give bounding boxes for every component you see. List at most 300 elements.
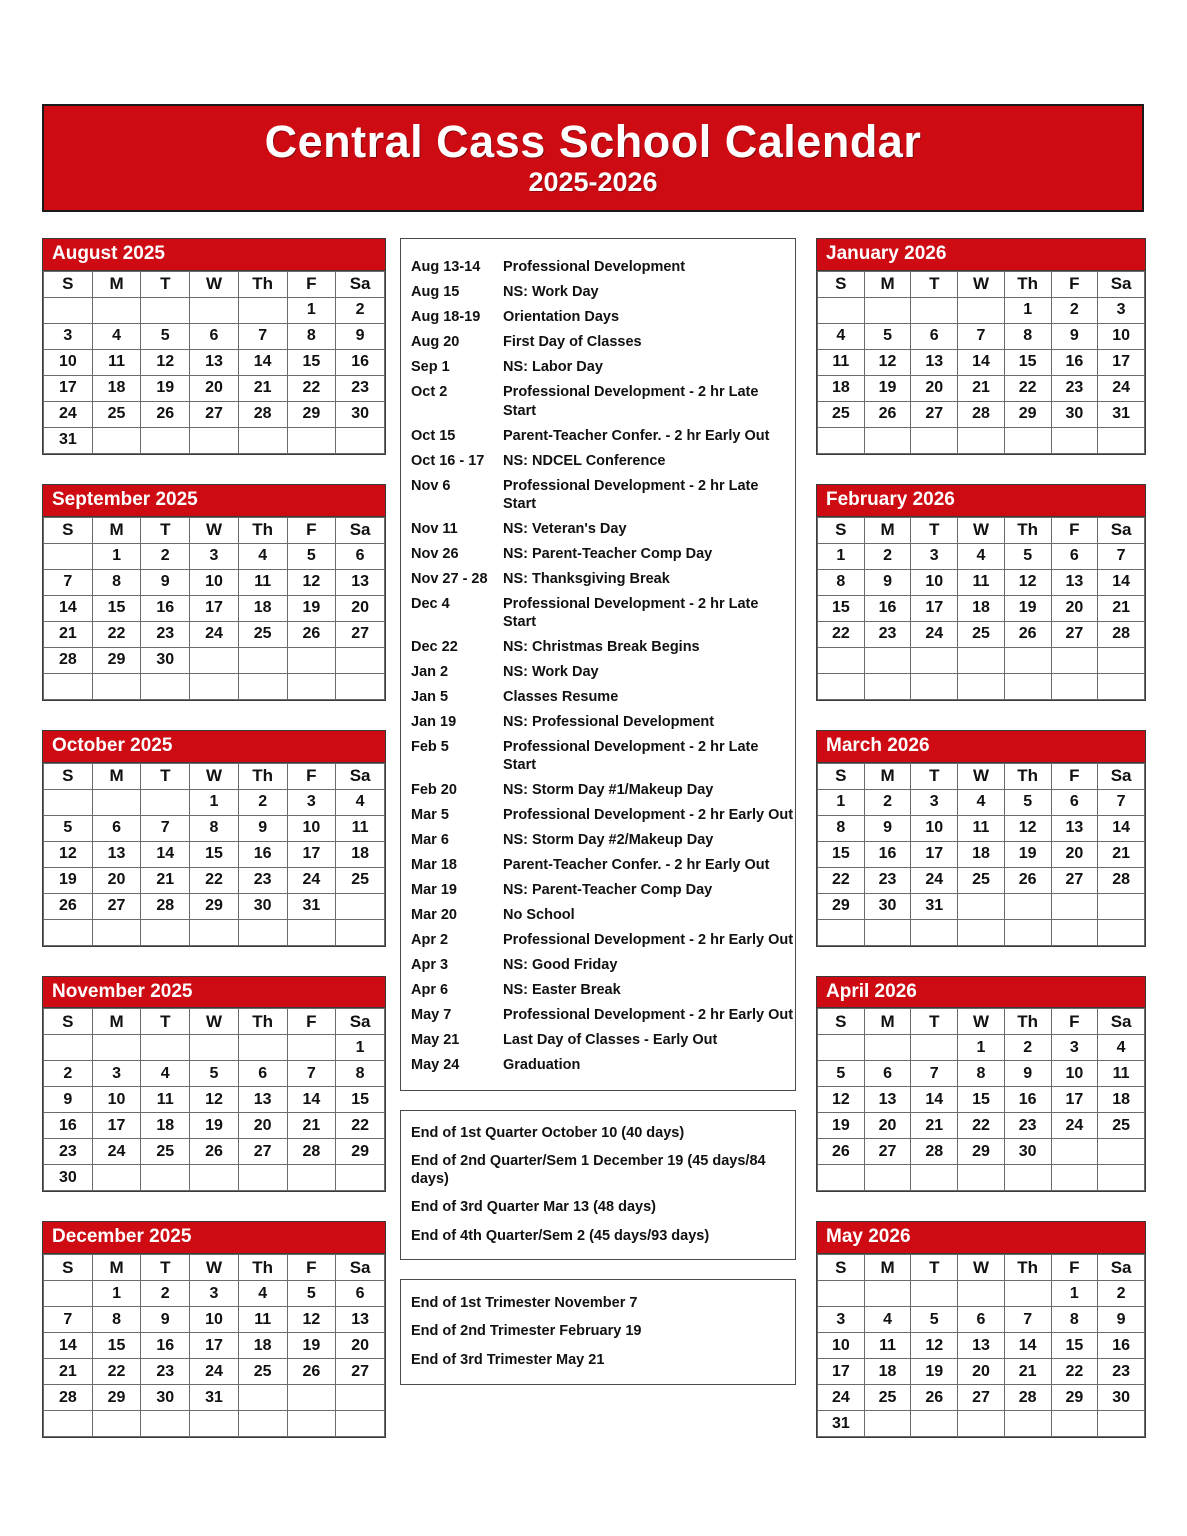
day-cell[interactable] — [44, 1385, 93, 1411]
day-cell[interactable] — [958, 1087, 1005, 1113]
day-cell[interactable] — [44, 349, 93, 375]
day-cell[interactable] — [92, 1359, 141, 1385]
day-cell[interactable] — [92, 401, 141, 427]
day-cell[interactable] — [911, 789, 958, 815]
day-cell[interactable] — [141, 1307, 190, 1333]
day-cell[interactable] — [1098, 867, 1145, 893]
day-cell[interactable] — [911, 1139, 958, 1165]
day-cell[interactable] — [911, 893, 958, 919]
day-cell[interactable] — [864, 1061, 911, 1087]
day-cell[interactable] — [44, 375, 93, 401]
day-cell[interactable] — [190, 789, 239, 815]
day-cell[interactable] — [190, 1281, 239, 1307]
day-cell[interactable] — [44, 1359, 93, 1385]
day-cell[interactable] — [864, 1139, 911, 1165]
day-cell[interactable] — [287, 1359, 336, 1385]
day-cell[interactable] — [818, 543, 865, 569]
day-cell[interactable] — [238, 841, 287, 867]
day-cell[interactable] — [1051, 1307, 1098, 1333]
day-cell[interactable] — [336, 1333, 385, 1359]
day-cell[interactable] — [92, 349, 141, 375]
day-cell[interactable] — [287, 543, 336, 569]
day-cell[interactable] — [238, 1087, 287, 1113]
day-cell[interactable] — [1098, 349, 1145, 375]
day-cell[interactable] — [190, 1333, 239, 1359]
day-cell[interactable] — [92, 841, 141, 867]
day-cell[interactable] — [287, 1113, 336, 1139]
day-cell[interactable] — [864, 867, 911, 893]
day-cell[interactable] — [818, 867, 865, 893]
day-cell[interactable] — [287, 1307, 336, 1333]
day-cell[interactable] — [44, 1113, 93, 1139]
day-cell[interactable] — [92, 1333, 141, 1359]
day-cell[interactable] — [911, 1087, 958, 1113]
day-cell[interactable] — [1098, 401, 1145, 427]
day-cell[interactable] — [190, 1385, 239, 1411]
day-cell[interactable] — [958, 1035, 1005, 1061]
day-cell[interactable] — [336, 1139, 385, 1165]
day-cell[interactable] — [864, 1087, 911, 1113]
day-cell[interactable] — [911, 815, 958, 841]
day-cell[interactable] — [818, 401, 865, 427]
day-cell[interactable] — [287, 841, 336, 867]
day-cell[interactable] — [287, 297, 336, 323]
day-cell[interactable] — [1004, 349, 1051, 375]
day-cell[interactable] — [958, 1385, 1005, 1411]
day-cell[interactable] — [1004, 1035, 1051, 1061]
day-cell[interactable] — [1098, 297, 1145, 323]
day-cell[interactable] — [44, 815, 93, 841]
day-cell[interactable] — [238, 1061, 287, 1087]
day-cell[interactable] — [818, 1385, 865, 1411]
day-cell[interactable] — [958, 1359, 1005, 1385]
day-cell[interactable] — [818, 815, 865, 841]
day-cell[interactable] — [1098, 1333, 1145, 1359]
day-cell[interactable] — [911, 401, 958, 427]
day-cell[interactable] — [911, 349, 958, 375]
day-cell[interactable] — [141, 841, 190, 867]
day-cell[interactable] — [336, 323, 385, 349]
day-cell[interactable] — [238, 595, 287, 621]
day-cell[interactable] — [141, 375, 190, 401]
day-cell[interactable] — [818, 1139, 865, 1165]
day-cell[interactable] — [92, 1087, 141, 1113]
day-cell[interactable] — [238, 543, 287, 569]
day-cell[interactable] — [818, 569, 865, 595]
day-cell[interactable] — [238, 323, 287, 349]
day-cell[interactable] — [818, 349, 865, 375]
day-cell[interactable] — [818, 1087, 865, 1113]
day-cell[interactable] — [287, 621, 336, 647]
day-cell[interactable] — [911, 841, 958, 867]
day-cell[interactable] — [818, 893, 865, 919]
day-cell[interactable] — [1051, 297, 1098, 323]
day-cell[interactable] — [141, 595, 190, 621]
day-cell[interactable] — [238, 1281, 287, 1307]
day-cell[interactable] — [44, 1061, 93, 1087]
day-cell[interactable] — [141, 1139, 190, 1165]
day-cell[interactable] — [336, 621, 385, 647]
day-cell[interactable] — [958, 841, 1005, 867]
day-cell[interactable] — [958, 375, 1005, 401]
day-cell[interactable] — [818, 595, 865, 621]
day-cell[interactable] — [141, 647, 190, 673]
day-cell[interactable] — [1098, 1307, 1145, 1333]
day-cell[interactable] — [44, 1087, 93, 1113]
day-cell[interactable] — [1051, 789, 1098, 815]
day-cell[interactable] — [958, 1307, 1005, 1333]
day-cell[interactable] — [864, 401, 911, 427]
day-cell[interactable] — [44, 427, 93, 453]
day-cell[interactable] — [911, 1307, 958, 1333]
day-cell[interactable] — [287, 789, 336, 815]
day-cell[interactable] — [44, 1165, 93, 1191]
day-cell[interactable] — [1004, 401, 1051, 427]
day-cell[interactable] — [958, 543, 1005, 569]
day-cell[interactable] — [1098, 1281, 1145, 1307]
day-cell[interactable] — [1098, 323, 1145, 349]
day-cell[interactable] — [190, 401, 239, 427]
day-cell[interactable] — [92, 543, 141, 569]
day-cell[interactable] — [141, 1087, 190, 1113]
day-cell[interactable] — [911, 1061, 958, 1087]
day-cell[interactable] — [1051, 349, 1098, 375]
day-cell[interactable] — [92, 1307, 141, 1333]
day-cell[interactable] — [911, 1385, 958, 1411]
day-cell[interactable] — [92, 815, 141, 841]
day-cell[interactable] — [1051, 867, 1098, 893]
day-cell[interactable] — [287, 401, 336, 427]
day-cell[interactable] — [1098, 815, 1145, 841]
day-cell[interactable] — [238, 867, 287, 893]
day-cell[interactable] — [141, 1113, 190, 1139]
day-cell[interactable] — [911, 1113, 958, 1139]
day-cell[interactable] — [287, 867, 336, 893]
day-cell[interactable] — [1004, 595, 1051, 621]
day-cell[interactable] — [1051, 815, 1098, 841]
day-cell[interactable] — [1004, 1061, 1051, 1087]
day-cell[interactable] — [1004, 621, 1051, 647]
day-cell[interactable] — [336, 867, 385, 893]
day-cell[interactable] — [336, 1035, 385, 1061]
day-cell[interactable] — [190, 841, 239, 867]
day-cell[interactable] — [336, 1307, 385, 1333]
day-cell[interactable] — [1004, 375, 1051, 401]
day-cell[interactable] — [818, 1411, 865, 1437]
day-cell[interactable] — [1004, 1087, 1051, 1113]
day-cell[interactable] — [1051, 1333, 1098, 1359]
day-cell[interactable] — [1051, 841, 1098, 867]
day-cell[interactable] — [44, 841, 93, 867]
day-cell[interactable] — [92, 1113, 141, 1139]
day-cell[interactable] — [92, 647, 141, 673]
day-cell[interactable] — [1051, 1061, 1098, 1087]
day-cell[interactable] — [190, 543, 239, 569]
day-cell[interactable] — [190, 621, 239, 647]
day-cell[interactable] — [238, 893, 287, 919]
day-cell[interactable] — [864, 595, 911, 621]
day-cell[interactable] — [92, 595, 141, 621]
day-cell[interactable] — [92, 1385, 141, 1411]
day-cell[interactable] — [287, 1333, 336, 1359]
day-cell[interactable] — [1098, 1113, 1145, 1139]
day-cell[interactable] — [92, 1281, 141, 1307]
day-cell[interactable] — [1051, 1281, 1098, 1307]
day-cell[interactable] — [1004, 297, 1051, 323]
day-cell[interactable] — [818, 375, 865, 401]
day-cell[interactable] — [1098, 841, 1145, 867]
day-cell[interactable] — [336, 297, 385, 323]
day-cell[interactable] — [1098, 375, 1145, 401]
day-cell[interactable] — [238, 1359, 287, 1385]
day-cell[interactable] — [190, 595, 239, 621]
day-cell[interactable] — [238, 789, 287, 815]
day-cell[interactable] — [141, 1385, 190, 1411]
day-cell[interactable] — [911, 1333, 958, 1359]
day-cell[interactable] — [336, 1061, 385, 1087]
day-cell[interactable] — [1004, 789, 1051, 815]
day-cell[interactable] — [44, 893, 93, 919]
day-cell[interactable] — [238, 1333, 287, 1359]
day-cell[interactable] — [92, 1139, 141, 1165]
day-cell[interactable] — [958, 867, 1005, 893]
day-cell[interactable] — [141, 1333, 190, 1359]
day-cell[interactable] — [238, 1139, 287, 1165]
day-cell[interactable] — [864, 815, 911, 841]
day-cell[interactable] — [336, 789, 385, 815]
day-cell[interactable] — [44, 569, 93, 595]
day-cell[interactable] — [141, 349, 190, 375]
day-cell[interactable] — [44, 1307, 93, 1333]
day-cell[interactable] — [958, 1139, 1005, 1165]
day-cell[interactable] — [864, 323, 911, 349]
day-cell[interactable] — [44, 1139, 93, 1165]
day-cell[interactable] — [1098, 569, 1145, 595]
day-cell[interactable] — [190, 323, 239, 349]
day-cell[interactable] — [1051, 1035, 1098, 1061]
day-cell[interactable] — [336, 401, 385, 427]
day-cell[interactable] — [864, 1359, 911, 1385]
day-cell[interactable] — [287, 1061, 336, 1087]
day-cell[interactable] — [958, 1333, 1005, 1359]
day-cell[interactable] — [336, 569, 385, 595]
day-cell[interactable] — [336, 1359, 385, 1385]
day-cell[interactable] — [1098, 1359, 1145, 1385]
day-cell[interactable] — [336, 375, 385, 401]
day-cell[interactable] — [1098, 595, 1145, 621]
day-cell[interactable] — [141, 401, 190, 427]
day-cell[interactable] — [1098, 621, 1145, 647]
day-cell[interactable] — [818, 1307, 865, 1333]
day-cell[interactable] — [336, 543, 385, 569]
day-cell[interactable] — [1004, 1385, 1051, 1411]
day-cell[interactable] — [1004, 569, 1051, 595]
day-cell[interactable] — [1098, 1035, 1145, 1061]
day-cell[interactable] — [818, 789, 865, 815]
day-cell[interactable] — [190, 1087, 239, 1113]
day-cell[interactable] — [287, 323, 336, 349]
day-cell[interactable] — [336, 815, 385, 841]
day-cell[interactable] — [238, 349, 287, 375]
day-cell[interactable] — [287, 375, 336, 401]
day-cell[interactable] — [190, 867, 239, 893]
day-cell[interactable] — [818, 841, 865, 867]
day-cell[interactable] — [141, 621, 190, 647]
day-cell[interactable] — [238, 569, 287, 595]
day-cell[interactable] — [287, 595, 336, 621]
day-cell[interactable] — [190, 1307, 239, 1333]
day-cell[interactable] — [911, 323, 958, 349]
day-cell[interactable] — [190, 349, 239, 375]
day-cell[interactable] — [190, 1113, 239, 1139]
day-cell[interactable] — [1051, 621, 1098, 647]
day-cell[interactable] — [287, 893, 336, 919]
day-cell[interactable] — [958, 621, 1005, 647]
day-cell[interactable] — [44, 867, 93, 893]
day-cell[interactable] — [92, 569, 141, 595]
day-cell[interactable] — [1098, 1087, 1145, 1113]
day-cell[interactable] — [238, 375, 287, 401]
day-cell[interactable] — [958, 595, 1005, 621]
day-cell[interactable] — [141, 569, 190, 595]
day-cell[interactable] — [92, 867, 141, 893]
day-cell[interactable] — [44, 621, 93, 647]
day-cell[interactable] — [1004, 1139, 1051, 1165]
day-cell[interactable] — [287, 569, 336, 595]
day-cell[interactable] — [1004, 815, 1051, 841]
day-cell[interactable] — [1004, 543, 1051, 569]
day-cell[interactable] — [911, 543, 958, 569]
day-cell[interactable] — [1098, 1061, 1145, 1087]
day-cell[interactable] — [911, 595, 958, 621]
day-cell[interactable] — [92, 1061, 141, 1087]
day-cell[interactable] — [1004, 1333, 1051, 1359]
day-cell[interactable] — [1051, 569, 1098, 595]
day-cell[interactable] — [911, 569, 958, 595]
day-cell[interactable] — [1051, 401, 1098, 427]
day-cell[interactable] — [911, 375, 958, 401]
day-cell[interactable] — [92, 893, 141, 919]
day-cell[interactable] — [238, 1307, 287, 1333]
day-cell[interactable] — [1051, 1113, 1098, 1139]
day-cell[interactable] — [818, 1113, 865, 1139]
day-cell[interactable] — [818, 1061, 865, 1087]
day-cell[interactable] — [864, 1385, 911, 1411]
day-cell[interactable] — [818, 1359, 865, 1385]
day-cell[interactable] — [911, 867, 958, 893]
day-cell[interactable] — [141, 1281, 190, 1307]
day-cell[interactable] — [864, 1307, 911, 1333]
day-cell[interactable] — [190, 569, 239, 595]
day-cell[interactable] — [1004, 1359, 1051, 1385]
day-cell[interactable] — [864, 893, 911, 919]
day-cell[interactable] — [336, 349, 385, 375]
day-cell[interactable] — [287, 1139, 336, 1165]
day-cell[interactable] — [958, 401, 1005, 427]
day-cell[interactable] — [141, 1061, 190, 1087]
day-cell[interactable] — [141, 543, 190, 569]
day-cell[interactable] — [190, 893, 239, 919]
day-cell[interactable] — [1051, 595, 1098, 621]
day-cell[interactable] — [336, 595, 385, 621]
day-cell[interactable] — [1051, 543, 1098, 569]
day-cell[interactable] — [864, 543, 911, 569]
day-cell[interactable] — [190, 1061, 239, 1087]
day-cell[interactable] — [1098, 543, 1145, 569]
day-cell[interactable] — [864, 1113, 911, 1139]
day-cell[interactable] — [190, 375, 239, 401]
day-cell[interactable] — [44, 1333, 93, 1359]
day-cell[interactable] — [44, 401, 93, 427]
day-cell[interactable] — [141, 1359, 190, 1385]
day-cell[interactable] — [818, 621, 865, 647]
day-cell[interactable] — [190, 1139, 239, 1165]
day-cell[interactable] — [141, 323, 190, 349]
day-cell[interactable] — [1004, 867, 1051, 893]
day-cell[interactable] — [864, 569, 911, 595]
day-cell[interactable] — [1098, 789, 1145, 815]
day-cell[interactable] — [238, 815, 287, 841]
day-cell[interactable] — [1004, 1113, 1051, 1139]
day-cell[interactable] — [92, 375, 141, 401]
day-cell[interactable] — [287, 1281, 336, 1307]
day-cell[interactable] — [336, 1087, 385, 1113]
day-cell[interactable] — [238, 401, 287, 427]
day-cell[interactable] — [1004, 1307, 1051, 1333]
day-cell[interactable] — [1004, 841, 1051, 867]
day-cell[interactable] — [818, 323, 865, 349]
day-cell[interactable] — [336, 841, 385, 867]
day-cell[interactable] — [1051, 323, 1098, 349]
day-cell[interactable] — [190, 815, 239, 841]
day-cell[interactable] — [1004, 323, 1051, 349]
day-cell[interactable] — [958, 349, 1005, 375]
day-cell[interactable] — [958, 789, 1005, 815]
day-cell[interactable] — [958, 323, 1005, 349]
day-cell[interactable] — [864, 1333, 911, 1359]
day-cell[interactable] — [864, 841, 911, 867]
day-cell[interactable] — [911, 621, 958, 647]
day-cell[interactable] — [958, 1113, 1005, 1139]
day-cell[interactable] — [287, 815, 336, 841]
day-cell[interactable] — [1098, 1385, 1145, 1411]
day-cell[interactable] — [864, 621, 911, 647]
day-cell[interactable] — [92, 323, 141, 349]
day-cell[interactable] — [1051, 1087, 1098, 1113]
day-cell[interactable] — [336, 1113, 385, 1139]
day-cell[interactable] — [190, 1359, 239, 1385]
day-cell[interactable] — [818, 1333, 865, 1359]
day-cell[interactable] — [864, 349, 911, 375]
day-cell[interactable] — [958, 815, 1005, 841]
day-cell[interactable] — [44, 323, 93, 349]
day-cell[interactable] — [141, 893, 190, 919]
day-cell[interactable] — [92, 621, 141, 647]
day-cell[interactable] — [958, 569, 1005, 595]
day-cell[interactable] — [1051, 375, 1098, 401]
day-cell[interactable] — [44, 595, 93, 621]
day-cell[interactable] — [864, 789, 911, 815]
day-cell[interactable] — [1051, 1359, 1098, 1385]
day-cell[interactable] — [141, 867, 190, 893]
day-cell[interactable] — [864, 375, 911, 401]
day-cell[interactable] — [336, 1281, 385, 1307]
day-cell[interactable] — [1051, 1385, 1098, 1411]
day-cell[interactable] — [958, 1061, 1005, 1087]
day-cell[interactable] — [141, 815, 190, 841]
day-cell[interactable] — [238, 621, 287, 647]
day-cell[interactable] — [44, 647, 93, 673]
